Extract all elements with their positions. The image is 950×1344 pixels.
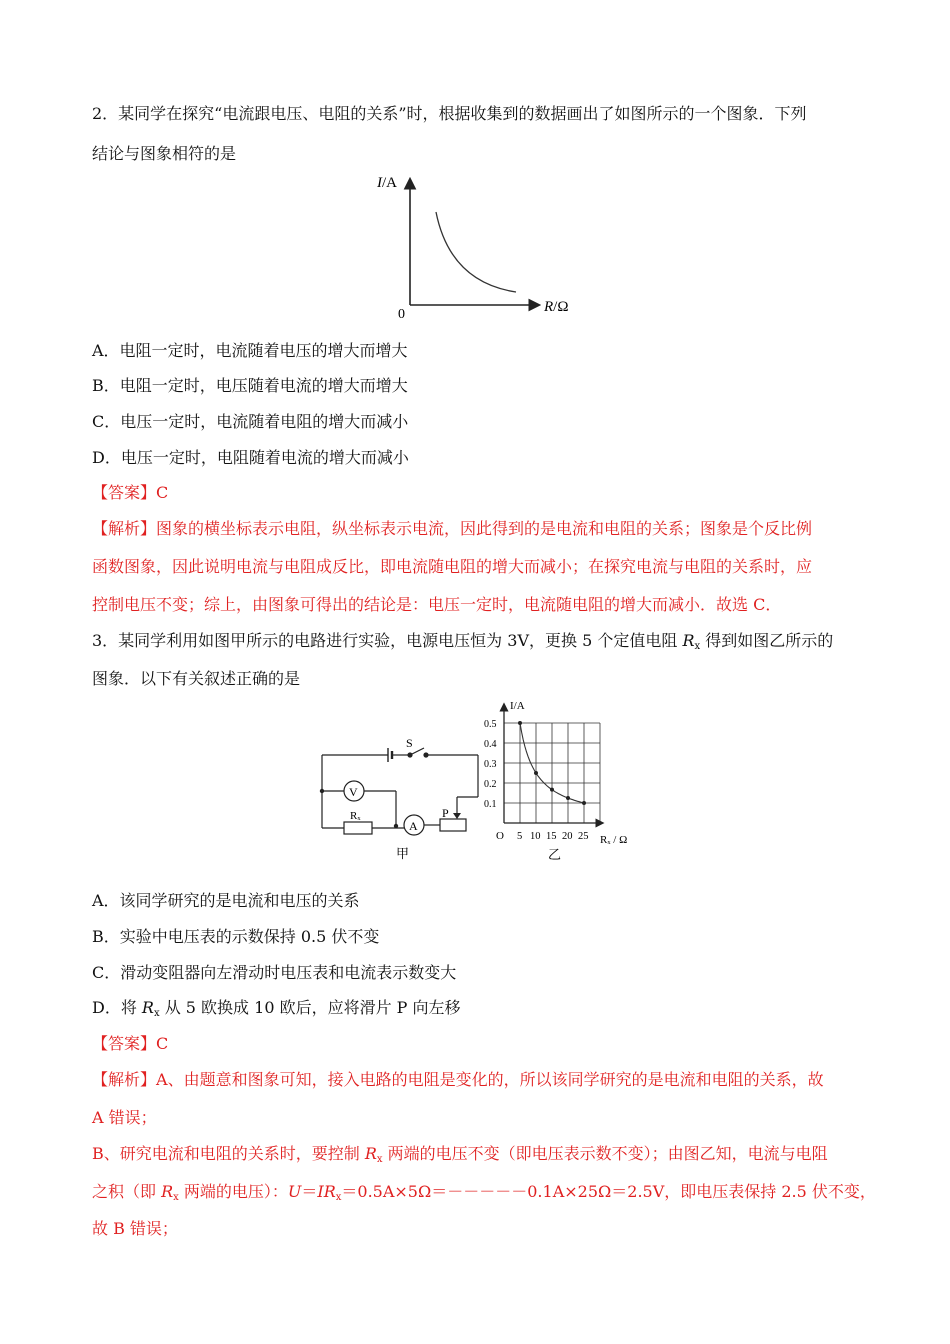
x-tick-label: 5 — [517, 831, 523, 842]
q2-option-c: C．电压一定时，电流随着电阻的增大而减小 — [92, 412, 409, 431]
x-tick-label: 25 — [578, 831, 589, 842]
q2-analysis-tag: 【解析】 — [92, 519, 157, 538]
q3-analysis-a-line2: A 错误； — [92, 1108, 157, 1127]
q3-chart-caption: 乙 — [548, 847, 562, 862]
ammeter-label: A — [409, 819, 418, 833]
q2-analysis-line2: 函数图象，因此说明电流与电阻成反比，即电流随电阻的增大而减小；在探究电流与电阻的关系时，应 — [92, 557, 813, 576]
q3-x-label: Rₓ / Ω — [600, 834, 628, 846]
data-point — [582, 801, 586, 805]
q2-option-b: B．电阻一定时，电压随着电流的增大而增大 — [92, 376, 408, 395]
switch-label: S — [406, 736, 413, 750]
q2-option-a: A．电阻一定时，电流随着电压的增大而增大 — [92, 341, 408, 360]
q2-y-label: I/A — [377, 175, 397, 191]
data-point — [566, 796, 570, 800]
q3-stem-line2: 图象．以下有关叙述正确的是 — [92, 669, 301, 688]
q3-stem-line1: 3．某同学利用如图甲所示的电路进行实验，电源电压恒为 3V，更换 5 个定值电阻 $R_x$ 得到如图乙所示的 — [92, 631, 834, 652]
q3-analysis-b-line3: 故 B 错误； — [92, 1219, 178, 1238]
q3-answer-tag: 【答案】 — [92, 1034, 157, 1053]
voltmeter-label: V — [349, 785, 358, 799]
switch-blade — [412, 748, 424, 754]
data-point — [550, 788, 554, 792]
q3-circuit-diagram — [300, 693, 490, 868]
circuit-caption: 甲 — [396, 846, 410, 861]
q2-curve — [436, 212, 516, 292]
q2-x-label: R/Ω — [544, 299, 569, 315]
x-tick-label: 10 — [530, 831, 541, 842]
q3-answer-value: C — [156, 1034, 169, 1053]
rheostat — [440, 819, 466, 831]
q3-option-c: C．滑动变阻器向左滑动时电压表和电流表示数变大 — [92, 963, 457, 982]
data-point — [518, 721, 522, 725]
q3-option-a: A．该同学研究的是电流和电压的关系 — [92, 891, 360, 910]
x-tick-label: 15 — [546, 831, 557, 842]
q3-analysis-a-line1: 【解析】A、由题意和图象可知，接入电路的电阻是变化的，所以该同学研究的是电流和电阻的关系，故 — [92, 1070, 824, 1089]
q3-answer — [92, 1033, 872, 1055]
q3-origin-label: O — [496, 830, 504, 842]
q2-stem-line1: 2．某同学在探究“电流跟电压、电阻的关系”时，根据收集到的数据画出了如图所示的一个图象．下列 — [92, 104, 807, 123]
q2-option-d: D．电压一定时，电阻随着电流的增大而减小 — [92, 448, 409, 467]
q3-analysis-b-line2: 之积（即 $R_x$ 两端的电压）：$U=IR_x=0.5A\times 5\Omega=-----0.1A\times 25\Omega=2.5V$，即电压表保持 2.5 伏不变， — [92, 1182, 876, 1203]
slider-arrow — [453, 813, 461, 819]
q3-analysis-b-line1: B、研究电流和电阻的关系时，要控制 $R_x$ 两端的电压不变（即电压表示数不变）；由图乙知，电流与电阻 — [92, 1144, 828, 1165]
data-point — [534, 771, 538, 775]
y-tick-label: 0.4 — [484, 739, 497, 750]
q2-answer-value: C — [156, 483, 169, 502]
q3-current-resistance-chart — [474, 693, 644, 868]
q2-answer-tag: 【答案】 — [92, 483, 157, 502]
q2-current-resistance-graph — [370, 170, 590, 320]
q2-analysis-line3: 控制电压不变；综上，由图象可得出的结论是：电压一定时，电流随电阻的增大而减小．故选 C． — [92, 595, 782, 614]
y-tick-label: 0.3 — [484, 759, 497, 770]
x-tick-label: 20 — [562, 831, 573, 842]
q2-stem-line2: 结论与图象相符的是 — [92, 144, 237, 163]
q3-chart-grid — [504, 723, 600, 823]
resistor-label: Rₓ — [350, 810, 361, 822]
y-tick-label: 0.2 — [484, 779, 497, 790]
y-tick-label: 0.1 — [484, 799, 497, 810]
slider-label: P — [442, 806, 449, 820]
q3-option-d: D．将 $R_x$ 从 5 欧换成 10 欧后，应将滑片 P 向左移 — [92, 998, 461, 1019]
q3-y-label: I/A — [510, 700, 525, 712]
q3-analysis-tag: 【解析】 — [92, 1070, 157, 1089]
q2-answer — [92, 482, 872, 504]
y-tick-label: 0.5 — [484, 719, 497, 730]
q2-analysis-line1: 【解析】图象的横坐标表示电阻，纵坐标表示电流，因此得到的是电流和电阻的关系；图象是个反比例 — [92, 519, 813, 538]
q2-origin-label: 0 — [398, 307, 405, 320]
resistor-rx — [344, 822, 372, 834]
q3-option-b: B．实验中电压表的示数保持 0.5 伏不变 — [92, 927, 380, 946]
